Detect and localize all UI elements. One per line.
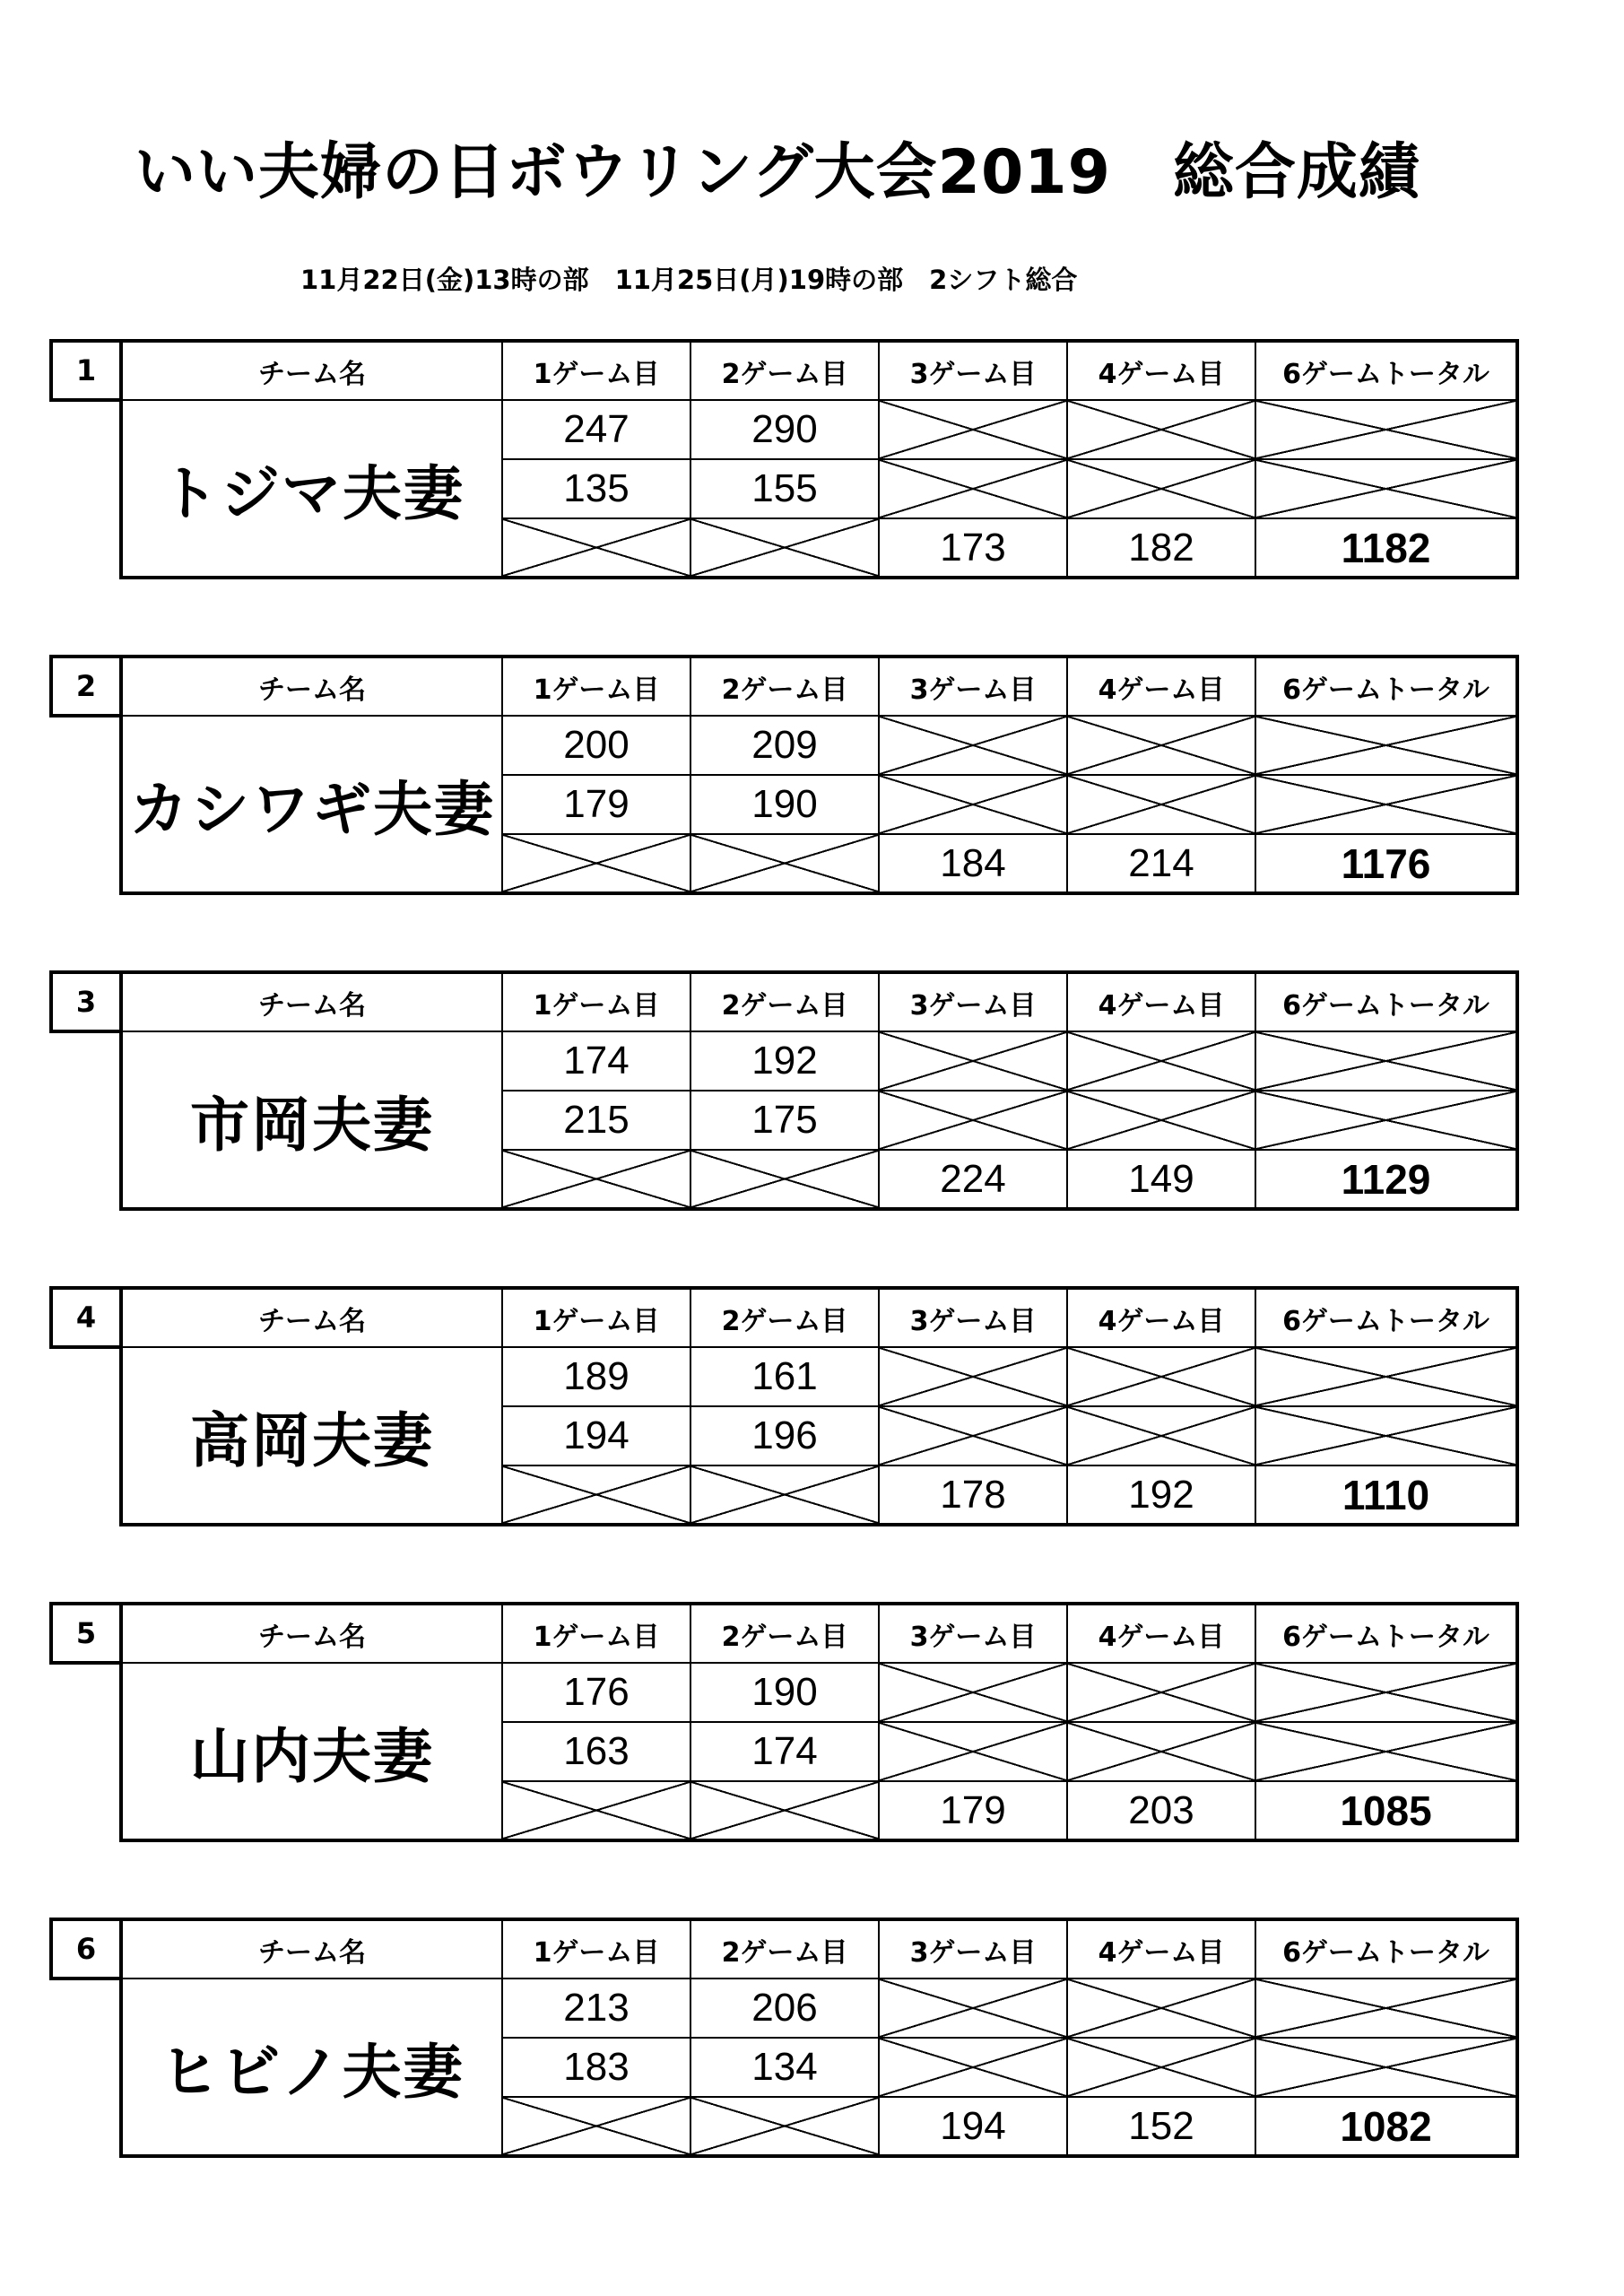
score-cell: 290 [690,400,879,459]
score-row-1 [121,1031,1517,1091]
score-row-1 [121,716,1517,775]
rank-number: 3 [49,970,119,1033]
rank-number: 2 [49,655,119,718]
total-score: 1082 [1255,2097,1517,2156]
crossed-out-cell [690,2097,879,2156]
crossed-out-cell [879,1031,1067,1091]
team-result-block [49,1918,1529,2173]
score-row-1 [121,1347,1517,1406]
crossed-out-cell [1067,1663,1255,1722]
score-row-1 [121,1979,1517,2038]
score-cell: 174 [690,1722,879,1781]
score-cell-game-4: 182 [1067,518,1255,578]
crossed-out-cell [879,1663,1067,1722]
page-subtitle: 11月22日(金)13時の部 11月25日(月)19時の部 2シフト総合 [300,265,1078,295]
crossed-out-cell [502,518,690,578]
score-cell: 209 [690,716,879,775]
crossed-out-cell [1255,775,1517,834]
score-cell: 161 [690,1347,879,1406]
header-total: 6ゲームトータル [1255,1919,1517,1979]
score-cell: 196 [690,1406,879,1465]
score-cell: 135 [502,459,690,518]
crossed-out-cell [1067,459,1255,518]
crossed-out-cell [1255,716,1517,775]
score-cell-game-3: 224 [879,1150,1067,1209]
header-game-1: 1ゲーム目 [502,1604,690,1663]
crossed-out-cell [1255,1091,1517,1150]
score-cell-game-3: 194 [879,2097,1067,2156]
header-game-3: 3ゲーム目 [879,1604,1067,1663]
crossed-out-cell [1255,2038,1517,2097]
score-cell-game-3: 179 [879,1781,1067,1840]
team-result-block [49,1602,1529,1857]
crossed-out-cell [1067,1347,1255,1406]
rank-number: 1 [49,339,119,402]
team-name: カシワギ夫妻 [121,716,502,893]
score-table [119,970,1519,1211]
team-result-block [49,970,1529,1226]
header-team: チーム名 [121,1919,502,1979]
score-cell-game-4: 214 [1067,834,1255,893]
header-game-1: 1ゲーム目 [502,657,690,716]
total-score: 1182 [1255,518,1517,578]
header-game-3: 3ゲーム目 [879,972,1067,1031]
crossed-out-cell [879,1091,1067,1150]
crossed-out-cell [1067,716,1255,775]
score-table [119,1602,1519,1842]
crossed-out-cell [690,1150,879,1209]
crossed-out-cell [879,1406,1067,1465]
crossed-out-cell [879,716,1067,775]
score-cell-game-4: 152 [1067,2097,1255,2156]
score-cell: 206 [690,1979,879,2038]
header-game-3: 3ゲーム目 [879,1919,1067,1979]
team-name: トジマ夫妻 [121,400,502,578]
score-cell: 213 [502,1979,690,2038]
header-game-2: 2ゲーム目 [690,972,879,1031]
crossed-out-cell [879,775,1067,834]
header-game-3: 3ゲーム目 [879,657,1067,716]
header-team: チーム名 [121,657,502,716]
header-total: 6ゲームトータル [1255,972,1517,1031]
score-cell: 215 [502,1091,690,1150]
score-cell: 247 [502,400,690,459]
score-cell-game-4: 203 [1067,1781,1255,1840]
score-cell-game-3: 184 [879,834,1067,893]
score-row-1 [121,1663,1517,1722]
score-cell: 183 [502,2038,690,2097]
crossed-out-cell [1255,1031,1517,1091]
crossed-out-cell [502,1150,690,1209]
header-game-3: 3ゲーム目 [879,341,1067,400]
crossed-out-cell [502,1781,690,1840]
header-team: チーム名 [121,972,502,1031]
crossed-out-cell [1255,400,1517,459]
crossed-out-cell [879,400,1067,459]
crossed-out-cell [879,1347,1067,1406]
header-game-4: 4ゲーム目 [1067,341,1255,400]
header-game-1: 1ゲーム目 [502,1919,690,1979]
crossed-out-cell [502,2097,690,2156]
crossed-out-cell [1067,1979,1255,2038]
header-row [121,341,1517,400]
team-name: 山内夫妻 [121,1663,502,1840]
team-name: 市岡夫妻 [121,1031,502,1209]
crossed-out-cell [879,2038,1067,2097]
score-cell: 194 [502,1406,690,1465]
crossed-out-cell [502,1465,690,1525]
crossed-out-cell [879,1722,1067,1781]
crossed-out-cell [502,834,690,893]
score-table [119,1286,1519,1526]
score-cell: 155 [690,459,879,518]
header-game-2: 2ゲーム目 [690,1919,879,1979]
score-cell: 163 [502,1722,690,1781]
header-game-2: 2ゲーム目 [690,341,879,400]
header-game-4: 4ゲーム目 [1067,1919,1255,1979]
crossed-out-cell [1067,1031,1255,1091]
crossed-out-cell [690,518,879,578]
crossed-out-cell [1255,1979,1517,2038]
header-game-4: 4ゲーム目 [1067,657,1255,716]
crossed-out-cell [1067,1091,1255,1150]
team-name: 高岡夫妻 [121,1347,502,1525]
rank-number: 6 [49,1918,119,1980]
header-total: 6ゲームトータル [1255,1288,1517,1347]
team-name: ヒビノ夫妻 [121,1979,502,2156]
header-team: チーム名 [121,1604,502,1663]
header-game-4: 4ゲーム目 [1067,1288,1255,1347]
header-game-4: 4ゲーム目 [1067,1604,1255,1663]
score-table [119,1918,1519,2158]
crossed-out-cell [690,1465,879,1525]
team-result-block [49,339,1529,595]
score-cell: 134 [690,2038,879,2097]
score-cell: 174 [502,1031,690,1091]
header-row [121,657,1517,716]
score-cell: 192 [690,1031,879,1091]
total-score: 1176 [1255,834,1517,893]
header-team: チーム名 [121,1288,502,1347]
crossed-out-cell [1255,1406,1517,1465]
crossed-out-cell [1067,400,1255,459]
header-team: チーム名 [121,341,502,400]
rank-number: 5 [49,1602,119,1665]
crossed-out-cell [1067,1406,1255,1465]
score-cell: 190 [690,1663,879,1722]
crossed-out-cell [1067,1722,1255,1781]
score-cell-game-3: 173 [879,518,1067,578]
crossed-out-cell [879,459,1067,518]
score-cell: 176 [502,1663,690,1722]
header-row [121,972,1517,1031]
score-table [119,339,1519,579]
score-cell: 190 [690,775,879,834]
team-result-block [49,1286,1529,1542]
crossed-out-cell [1255,1722,1517,1781]
header-total: 6ゲームトータル [1255,657,1517,716]
header-row [121,1919,1517,1979]
header-game-2: 2ゲーム目 [690,1288,879,1347]
header-game-1: 1ゲーム目 [502,341,690,400]
score-cell-game-4: 149 [1067,1150,1255,1209]
score-cell-game-4: 192 [1067,1465,1255,1525]
score-cell: 189 [502,1347,690,1406]
score-row-1 [121,400,1517,459]
crossed-out-cell [690,834,879,893]
header-game-1: 1ゲーム目 [502,972,690,1031]
crossed-out-cell [1067,2038,1255,2097]
score-cell: 200 [502,716,690,775]
score-cell-game-3: 178 [879,1465,1067,1525]
crossed-out-cell [1067,775,1255,834]
header-row [121,1604,1517,1663]
score-table [119,655,1519,895]
crossed-out-cell [1255,1347,1517,1406]
rank-number: 4 [49,1286,119,1349]
total-score: 1129 [1255,1150,1517,1209]
header-game-3: 3ゲーム目 [879,1288,1067,1347]
team-result-block [49,655,1529,910]
score-cell: 175 [690,1091,879,1150]
crossed-out-cell [1255,1663,1517,1722]
header-game-2: 2ゲーム目 [690,657,879,716]
crossed-out-cell [690,1781,879,1840]
header-game-2: 2ゲーム目 [690,1604,879,1663]
header-total: 6ゲームトータル [1255,1604,1517,1663]
page-title: いい夫婦の日ボウリング大会2019 総合成績 [135,137,1420,208]
header-total: 6ゲームトータル [1255,341,1517,400]
crossed-out-cell [1255,459,1517,518]
crossed-out-cell [879,1979,1067,2038]
header-row [121,1288,1517,1347]
header-game-4: 4ゲーム目 [1067,972,1255,1031]
score-cell: 179 [502,775,690,834]
total-score: 1085 [1255,1781,1517,1840]
total-score: 1110 [1255,1465,1517,1525]
header-game-1: 1ゲーム目 [502,1288,690,1347]
